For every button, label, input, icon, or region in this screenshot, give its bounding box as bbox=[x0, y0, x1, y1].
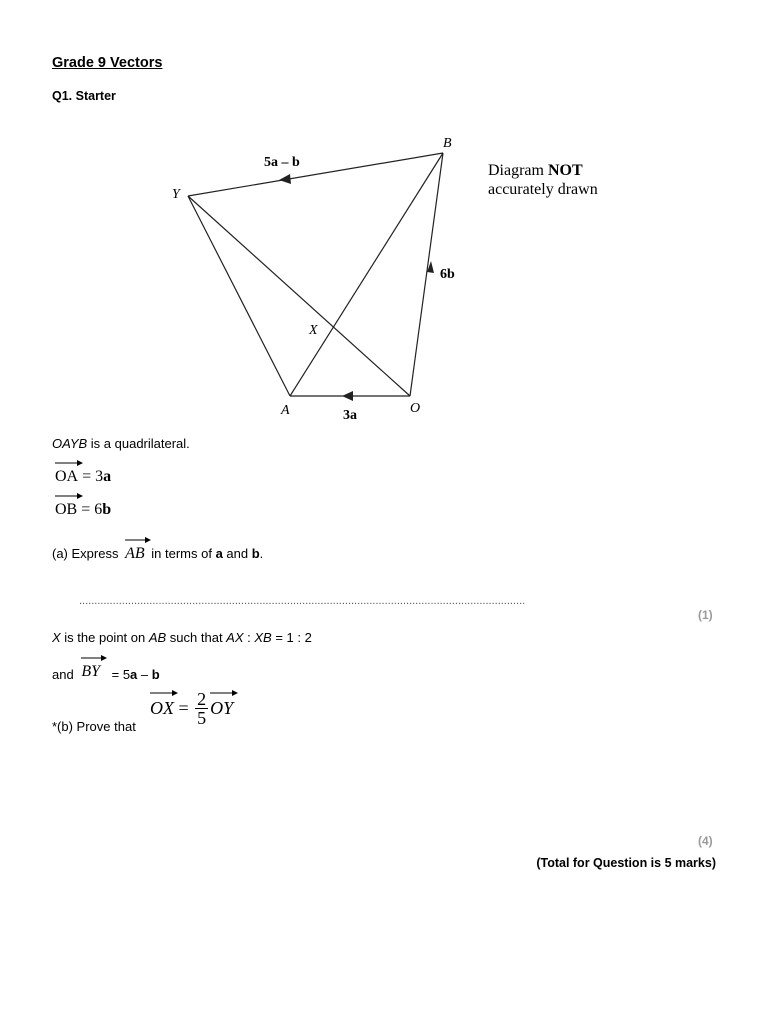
diagram-note-line2: accurately drawn bbox=[488, 181, 598, 198]
vector-ob: OB bbox=[55, 501, 77, 519]
diagram-note-line1: Diagram NOT bbox=[488, 162, 583, 179]
vector-oa: OA bbox=[55, 468, 78, 486]
vector-ab: AB bbox=[125, 545, 145, 563]
point-label-a: A bbox=[281, 403, 290, 418]
arrow-oa bbox=[342, 391, 353, 401]
vector-arrow-icon bbox=[210, 689, 238, 697]
answer-line[interactable]: .................................................................................................................................................. bbox=[79, 595, 526, 607]
question-heading: Q1. Starter bbox=[52, 89, 116, 103]
and-line: and BY = 5a – b bbox=[52, 666, 160, 684]
vector-arrow-icon bbox=[150, 689, 178, 697]
edge-yb bbox=[188, 153, 443, 196]
point-label-o: O bbox=[410, 401, 421, 416]
intro-line bbox=[52, 436, 190, 451]
point-label-x: X bbox=[309, 323, 318, 338]
point-label-b: B bbox=[443, 136, 452, 151]
part-b-question: *(b) Prove that bbox=[52, 719, 136, 734]
edge-ya bbox=[188, 196, 290, 396]
given-oa: OA = 3a bbox=[55, 468, 111, 486]
vector-ox: OX bbox=[150, 698, 174, 719]
total-marks: (Total for Question is 5 marks) bbox=[536, 856, 716, 870]
marks-part-b: (4) bbox=[698, 834, 713, 848]
edge-label-yb: 5a – b bbox=[264, 155, 300, 170]
edge-yo bbox=[188, 196, 410, 396]
vector-oy: OY bbox=[210, 698, 233, 719]
part-b-equation: OX = $\frac{2}{5}$ OY bbox=[150, 690, 233, 727]
part-a-question: (a) Express AB in terms of a and b. bbox=[52, 545, 263, 563]
vector-diagram bbox=[150, 125, 620, 430]
statement-line: X is the point on AB such that AX : XB = 1 : 2 bbox=[52, 630, 312, 645]
given-ob: OB = 6b bbox=[55, 501, 111, 519]
edge-ab bbox=[290, 153, 443, 396]
vector-arrow-icon bbox=[125, 536, 151, 544]
point-label-y: Y bbox=[172, 187, 180, 202]
edge-label-oa: 3a bbox=[343, 408, 357, 423]
page-title: Grade 9 Vectors bbox=[52, 55, 163, 71]
edge-ob bbox=[410, 153, 443, 396]
vector-arrow-icon bbox=[81, 654, 107, 662]
arrow-yb bbox=[279, 174, 291, 184]
vector-by: BY bbox=[81, 663, 100, 681]
fraction-two-fifths: $\frac{2}{5}$ bbox=[197, 689, 207, 728]
quad-name: OAYB bbox=[52, 436, 88, 451]
vector-arrow-icon bbox=[55, 492, 83, 500]
edge-label-ob: 6b bbox=[440, 267, 455, 282]
vector-arrow-icon bbox=[55, 459, 83, 467]
intro-text: is a quadrilateral. bbox=[87, 436, 190, 451]
marks-part-a: (1) bbox=[698, 608, 713, 622]
